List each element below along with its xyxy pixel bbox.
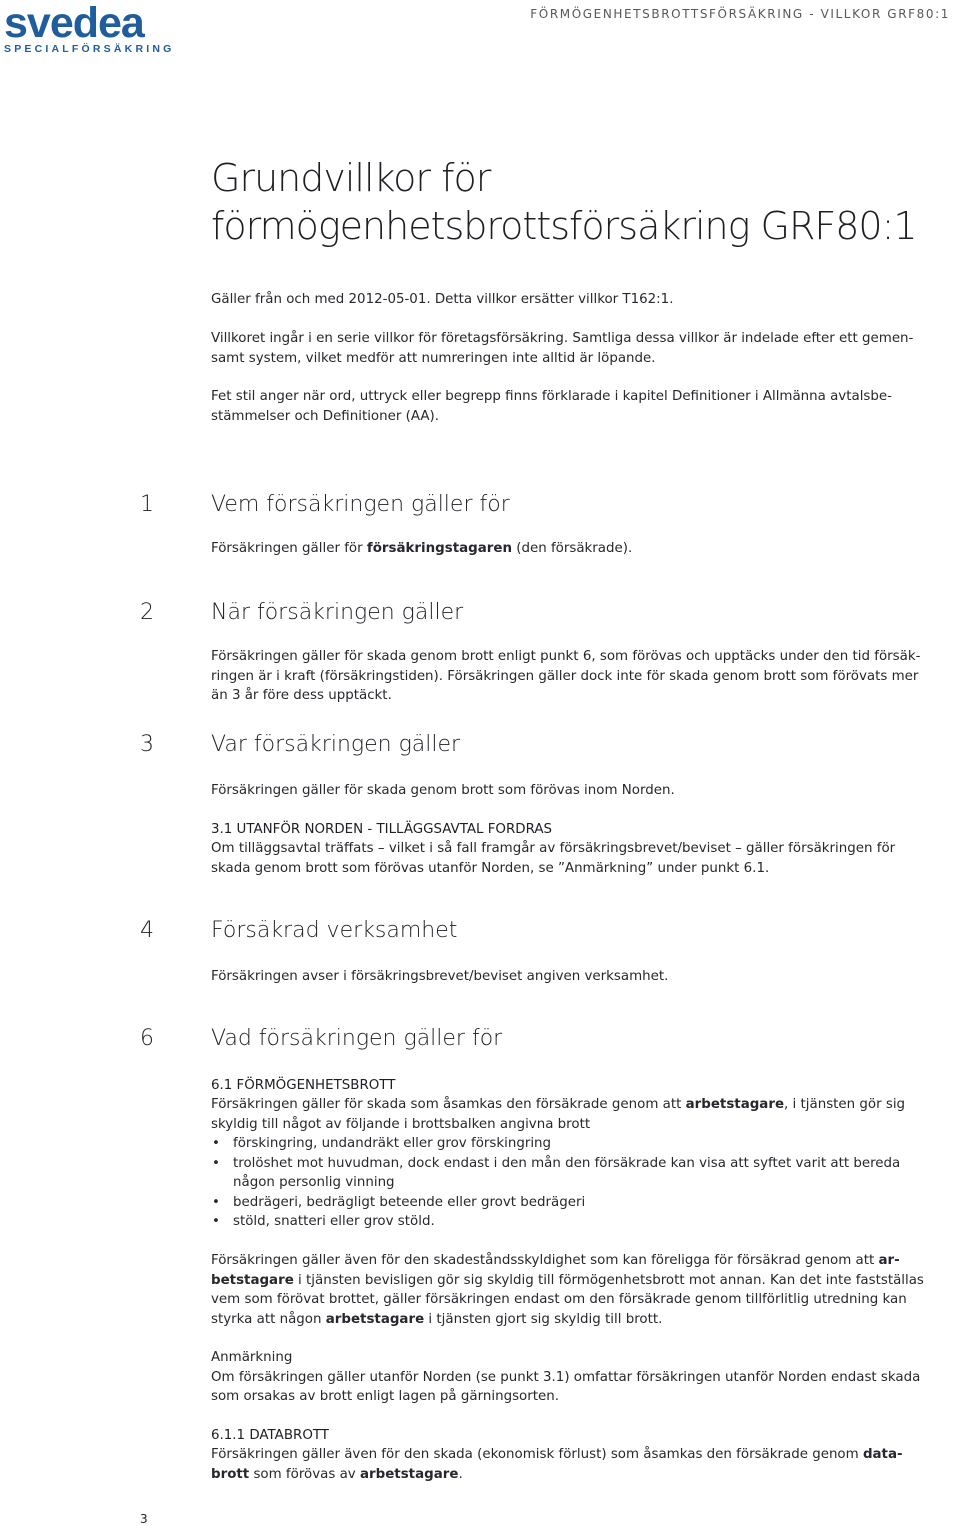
section-6-1-1-heading: 6.1.1 DATABROTT (211, 1428, 329, 1443)
section-6-1-liability (211, 1251, 951, 1329)
section-6-number: 6 (140, 1026, 154, 1051)
intro-bold-note (211, 387, 951, 426)
term-databrott-part-2: brott (211, 1466, 250, 1482)
intro-series-line-1: Villkoret ingår i en serie villkor för företagsförsäkring. Samtliga dessa villkor är indelade efter ett gemen- (211, 331, 914, 346)
term-arbetstagare: arbetstagare (325, 1311, 425, 1327)
section-3-1-heading: 3.1 UTANFÖR NORDEN - TILLÄGGSAVTAL FORDRAS (211, 822, 553, 837)
section-1-text (211, 539, 951, 559)
liability-line-4-end: i tjänsten gjort sig skyldig till brott. (424, 1311, 663, 1327)
list-item-line-1: trolöshet mot huvudman, dock endast i den mån den försäkrade kan visa att syftet varit att bereda (233, 1155, 901, 1171)
note-title: Anmärkning (211, 1350, 293, 1365)
running-header: FÖRMÖGENHETSBROTTSFÖRSÄKRING - VILLKOR GRF80:1 (530, 7, 950, 21)
term-databrott-part-1: data- (862, 1447, 903, 1462)
list-item (211, 1154, 951, 1193)
databrott-period: . (458, 1466, 463, 1482)
section-2-line-2: ringen är i kraft (försäkringstiden). Försäkringen gäller dock inte för skada genom brott som förövats mer (211, 668, 919, 684)
section-3-heading: Var försäkringen gäller (211, 732, 461, 757)
databrott-line-1: Försäkringen gäller även för den skada (ekonomisk förlust) som åsamkas den försäkrade genom (211, 1447, 863, 1462)
databrott-line-2: som förövas av (249, 1466, 360, 1482)
term-arbetstagare: arbetstagare (360, 1466, 459, 1482)
section-6-1-text-end: , i tjänsten gör sig (784, 1097, 906, 1112)
list-item: • förskingring, undandräkt eller grov förskingring (211, 1134, 951, 1154)
intro-validity: Gäller från och med 2012-05-01. Detta villkor ersätter villkor T162:1. (211, 292, 674, 307)
section-3-number: 3 (140, 732, 154, 757)
title-line-1: Grundvillkor för (211, 156, 491, 200)
logo-wordmark: svedea (4, 0, 144, 47)
section-6-1-text (211, 1095, 951, 1134)
note-line-1: Om försäkringen gäller utanför Norden (se punkt 3.1) omfattar försäkringen utanför Norden endast skada (211, 1369, 921, 1385)
liability-line-1: Försäkringen gäller även för den skadeståndsskyldighet som kan föreligga för försäkrad genom att (211, 1253, 879, 1268)
page-number: 3 (140, 1512, 148, 1526)
section-6-1-line-2: skyldig till något av följande i brottsbalken angivna brott (211, 1116, 591, 1132)
note-line-2: som orsakas av brott enligt lagen på gärningsorten. (211, 1389, 559, 1404)
intro-bold-line-2: stämmelser och Definitioner (AA). (211, 408, 439, 424)
section-4-text: Försäkringen avser i försäkringsbrevet/beviset angiven verksamhet. (211, 969, 669, 984)
note-block (211, 1348, 951, 1407)
intro-series-line-2: samt system, vilket medför att numreringen inte alltid är löpande. (211, 350, 656, 366)
section-6-1-text-start: Försäkringen gäller för skada som åsamkas den försäkrade genom att (211, 1097, 686, 1112)
section-3-1-text (211, 839, 951, 878)
liability-line-4-start: styrka att någon (211, 1311, 326, 1327)
section-2-number: 2 (140, 600, 154, 625)
section-2-line-1: Försäkringen gäller för skada genom brott enligt punkt 6, som förövas och upptäcks under den tid försäk- (211, 649, 921, 664)
section-4-number: 4 (140, 918, 154, 943)
liability-line-3: vem som förövat brottet, gäller försäkringen endast om den försäkrade genom tillförlitlig utredning kan (211, 1292, 907, 1307)
list-item: • stöld, snatteri eller grov stöld. (211, 1212, 951, 1232)
intro-series (211, 329, 951, 368)
term-arbetstagare: arbetstagare (685, 1097, 785, 1112)
list-item: • bedrägeri, bedrägligt beteende eller grovt bedrägeri (211, 1193, 951, 1213)
section-1-heading: Vem försäkringen gäller för (211, 492, 510, 517)
section-6-heading: Vad försäkringen gäller för (211, 1026, 503, 1051)
liability-line-2: i tjänsten bevisligen gör sig skyldig till förmögenhetsbrott mot annan. Kan det inte fastställas (293, 1272, 924, 1288)
term-arbetstagare-part-1: ar- (878, 1253, 900, 1268)
section-1-number: 1 (140, 492, 154, 517)
section-2-text (211, 647, 951, 706)
term-forsakringstagaren: försäkringstagaren (366, 541, 512, 556)
section-3-1-line-2: skada genom brott som förövas utanför Norden, se ”Anmärkning” under punkt 6.1. (211, 860, 770, 876)
section-4-heading: Försäkrad verksamhet (211, 918, 458, 943)
document-title (211, 154, 956, 250)
section-1-text-end: (den försäkrade). (511, 541, 633, 556)
section-6-1-heading: 6.1 FÖRMÖGENHETSBROTT (211, 1078, 396, 1093)
section-6-1-1-text (211, 1445, 951, 1484)
section-3-1-line-1: Om tilläggsavtal träffats – vilket i så fall framgår av försäkringsbrevet/beviset – gäller försäkringen för (211, 841, 896, 856)
intro-bold-line-1: Fet stil anger när ord, uttryck eller begrepp finns förklarade i kapitel Definitioner i Allmänna avtalsbe- (211, 389, 892, 404)
logo-tagline: SPECIALFÖRSÄKRING (4, 43, 175, 55)
title-line-2: förmögenhetsbrottsförsäkring GRF80:1 (211, 204, 917, 248)
section-1-text-start: Försäkringen gäller för (211, 541, 367, 556)
section-3-text: Försäkringen gäller för skada genom brott som förövas inom Norden. (211, 783, 675, 798)
list-item-line-2: någon personlig vinning (233, 1175, 395, 1190)
section-2-line-3: än 3 år före dess upptäckt. (211, 688, 392, 703)
section-2-heading: När försäkringen gäller (211, 600, 464, 625)
crime-list (211, 1134, 951, 1232)
term-arbetstagare-part-2: betstagare (211, 1272, 294, 1288)
svedea-logo (4, 0, 175, 55)
